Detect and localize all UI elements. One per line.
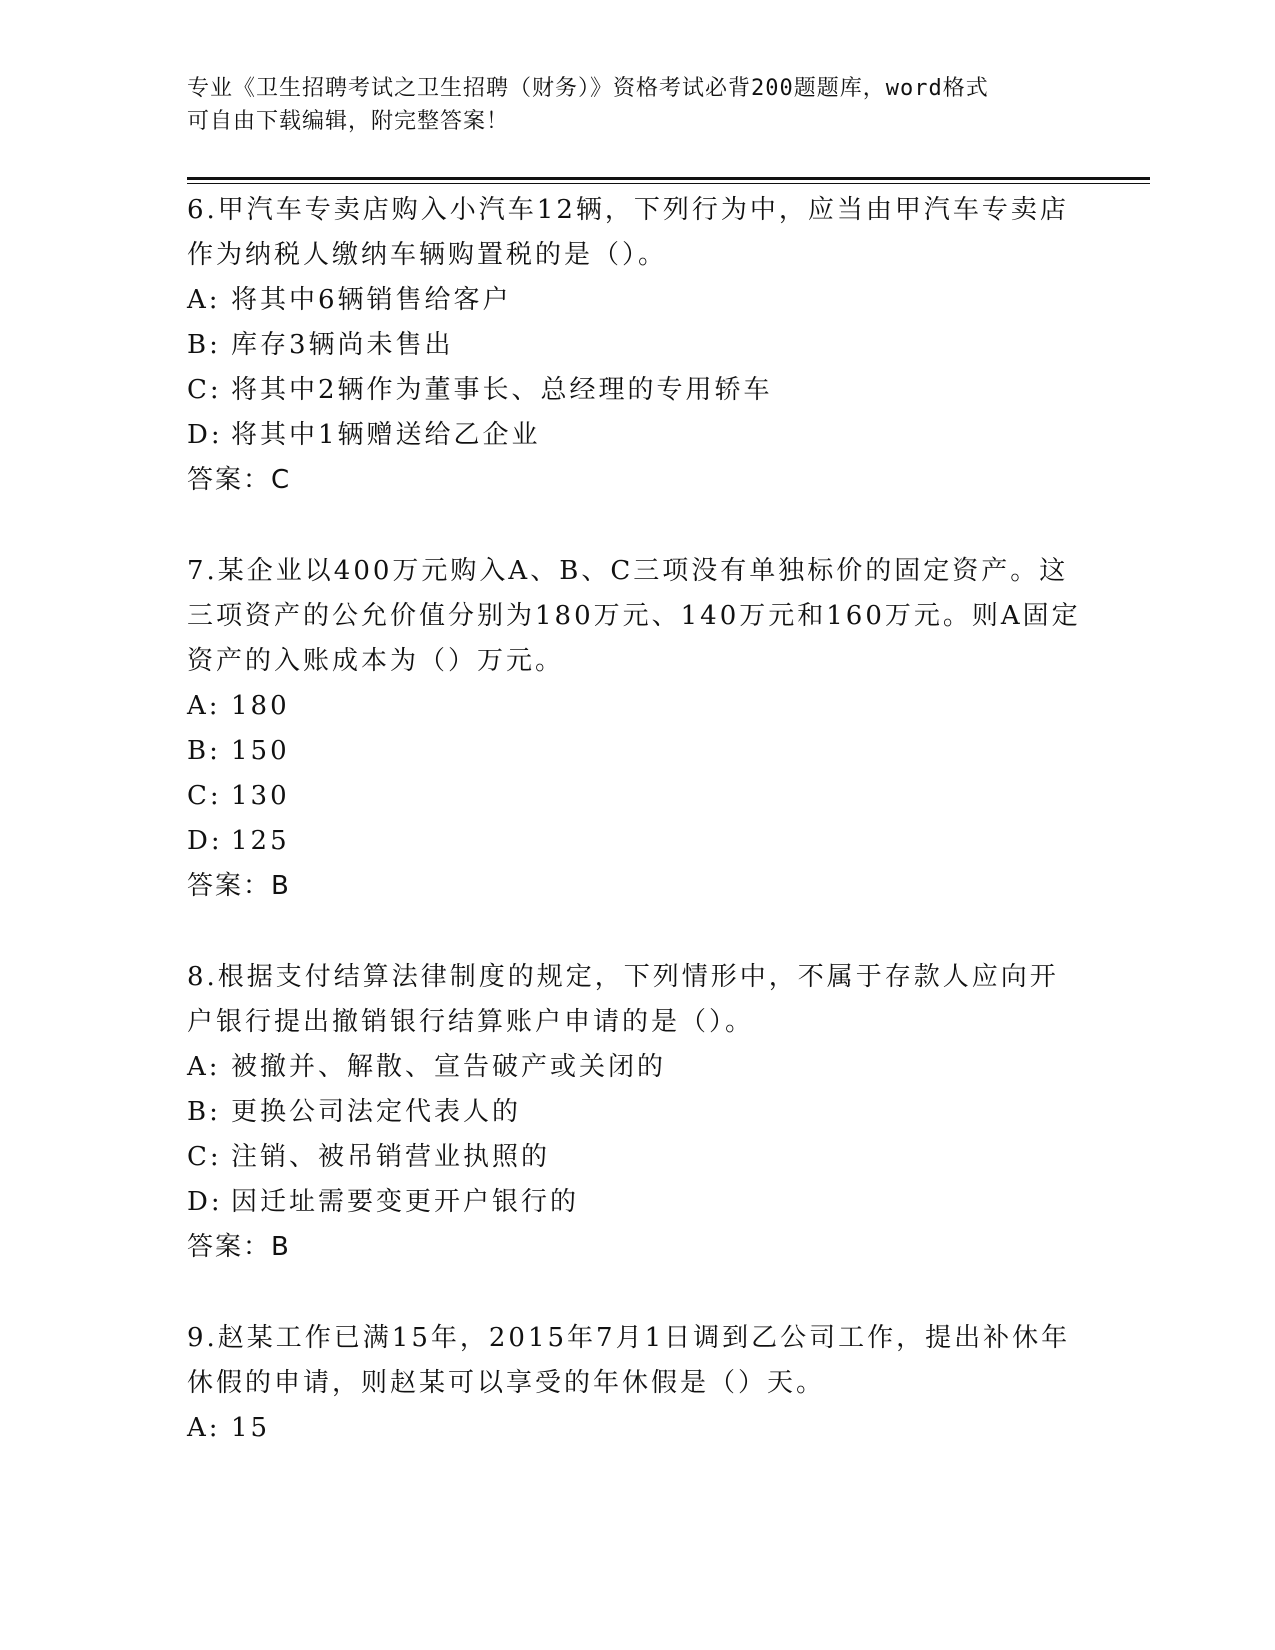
question-stem-line: 6.甲汽车专卖店购入小汽车12辆，下列行为中，应当由甲汽车专卖店	[187, 195, 1069, 225]
option-a	[187, 278, 1087, 323]
question-spacer	[187, 1270, 1087, 1316]
option-key: D:	[187, 420, 223, 450]
option-text: 将其中2辆作为董事长、总经理的专用轿车	[231, 375, 773, 405]
option-d	[187, 1180, 1087, 1225]
option-key: B:	[187, 1097, 221, 1127]
option-text: 更换公司法定代表人的	[231, 1097, 522, 1127]
question-8	[187, 955, 1087, 1270]
option-key: D:	[187, 826, 223, 856]
option-b	[187, 1090, 1087, 1135]
question-list	[187, 188, 1087, 1451]
option-a	[187, 1045, 1087, 1090]
answer-line: 答案：B	[187, 871, 291, 901]
header-line-2: 可自由下载编辑，附完整答案！	[187, 109, 510, 134]
option-c	[187, 368, 1087, 413]
option-key: B:	[187, 330, 221, 360]
option-key: B:	[187, 736, 221, 766]
option-text: 被撤并、解散、宣告破产或关闭的	[231, 1052, 667, 1082]
option-text: 库存3辆尚未售出	[231, 330, 454, 360]
question-stem	[187, 188, 1087, 278]
question-stem-line: 7.某企业以400万元购入A、B、C三项没有单独标价的固定资产。这	[187, 556, 1069, 586]
question-stem-line: 户银行提出撤销银行结算账户申请的是（）。	[187, 1007, 755, 1037]
option-key: C:	[187, 375, 222, 405]
question-stem-line: 作为纳税人缴纳车辆购置税的是（）。	[187, 240, 668, 270]
answer-line: 答案：C	[187, 465, 292, 495]
option-b	[187, 323, 1087, 368]
option-text: 125	[231, 826, 290, 856]
question-7	[187, 549, 1087, 909]
question-stem	[187, 549, 1087, 684]
option-text: 150	[231, 736, 290, 766]
header-line-1: 专业《卫生招聘考试之卫生招聘（财务）》资格考试必背200题题库，word格式	[187, 76, 989, 101]
option-a	[187, 1406, 1087, 1451]
question-stem-line: 三项资产的公允价值分别为180万元、140万元和160万元。则A固定	[187, 601, 1081, 631]
question-6	[187, 188, 1087, 503]
option-text: 将其中6辆销售给客户	[231, 285, 512, 315]
option-text: 注销、被吊销营业执照的	[231, 1142, 551, 1172]
option-b	[187, 729, 1087, 774]
question-stem	[187, 1316, 1087, 1406]
question-stem-line: 休假的申请，则赵某可以享受的年休假是（）天。	[187, 1368, 826, 1398]
option-c	[187, 1135, 1087, 1180]
option-key: D:	[187, 1187, 223, 1217]
option-text: 180	[231, 691, 290, 721]
option-d	[187, 413, 1087, 458]
option-c	[187, 774, 1087, 819]
option-key: A:	[187, 1413, 221, 1443]
option-d	[187, 819, 1087, 864]
option-key: A:	[187, 691, 221, 721]
option-key: A:	[187, 285, 221, 315]
question-stem-line: 资产的入账成本为（）万元。	[187, 646, 565, 676]
option-key: A:	[187, 1052, 221, 1082]
question-spacer	[187, 909, 1087, 955]
option-text: 将其中1辆赠送给乙企业	[231, 420, 541, 450]
header-divider-thin	[187, 183, 1150, 184]
document-header	[187, 72, 1087, 138]
option-key: C:	[187, 1142, 222, 1172]
header-divider-thick	[187, 177, 1150, 180]
question-stem-line: 9.赵某工作已满15年，2015年7月1日调到乙公司工作，提出补休年	[187, 1323, 1071, 1353]
option-a	[187, 684, 1087, 729]
question-spacer	[187, 503, 1087, 549]
answer-line: 答案：B	[187, 1232, 291, 1262]
option-text: 130	[231, 781, 290, 811]
question-9	[187, 1316, 1087, 1451]
option-key: C:	[187, 781, 222, 811]
option-text: 因迁址需要变更开户银行的	[231, 1187, 580, 1217]
question-stem-line: 8.根据支付结算法律制度的规定，下列情形中，不属于存款人应向开	[187, 962, 1059, 992]
option-text: 15	[231, 1413, 271, 1443]
question-stem	[187, 955, 1087, 1045]
